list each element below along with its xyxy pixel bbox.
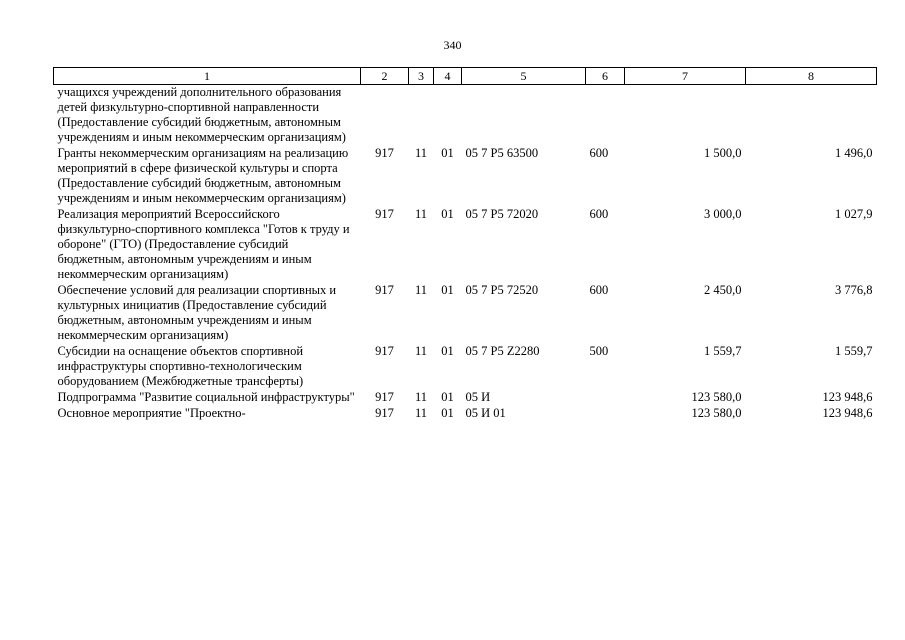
column-header: 3 — [409, 68, 434, 85]
section-cell: 11 — [414, 146, 428, 160]
table-row — [54, 344, 877, 390]
table-row — [54, 146, 877, 207]
table-row — [54, 406, 877, 422]
ministry-code-cell — [361, 85, 409, 147]
column-header: 2 — [361, 68, 409, 85]
description-cell: Подпрограмма "Развитие социальной инфраструктуры" — [57, 390, 355, 404]
description-cell: учащихся учреждений дополнительного образования детей физкультурно-спортивной направленности (Предоставление субсидий бюджетным, автономным учреждениям и иным некоммерческим организациям) — [57, 85, 346, 144]
description-cell: Реализация мероприятий Всероссийского физкультурно-спортивного комплекса "Готов к труду и обороне" (ГТО) (Предоставление субсидий бюджетным, автономным учреждениям и иным некоммерческим организациям) — [57, 207, 350, 281]
amount-next-cell: 1 496,0 — [835, 146, 873, 160]
amount-next-cell: 3 776,8 — [835, 283, 873, 297]
section-cell: 11 — [414, 207, 428, 221]
column-header: 8 — [746, 68, 877, 85]
amount-planned-cell: 3 000,0 — [704, 207, 742, 221]
budget-table — [53, 67, 877, 422]
table-row — [54, 283, 877, 344]
column-header: 5 — [462, 68, 586, 85]
table-row — [54, 390, 877, 406]
amount-planned-cell: 1 559,7 — [704, 344, 742, 358]
amount-planned-cell: 2 450,0 — [704, 283, 742, 297]
amount-planned-cell: 123 580,0 — [691, 406, 742, 420]
page-number: 340 — [443, 38, 462, 52]
amount-planned-cell: 1 500,0 — [704, 146, 742, 160]
expense-type-cell — [586, 85, 625, 147]
subsection-cell — [434, 85, 462, 147]
target-article-cell — [462, 85, 586, 147]
subsection-cell: 01 — [441, 146, 454, 160]
target-article-cell: 05 7 P5 72520 — [465, 283, 539, 297]
section-cell: 11 — [414, 344, 428, 358]
amount-planned-cell — [625, 85, 746, 147]
ministry-code-cell: 917 — [375, 406, 394, 420]
target-article-cell: 05 7 P5 Z2280 — [465, 344, 540, 358]
target-article-cell: 05 7 P5 63500 — [465, 146, 539, 160]
ministry-code-cell: 917 — [375, 390, 394, 404]
ministry-code-cell: 917 — [375, 344, 394, 358]
expense-type-cell: 500 — [589, 344, 609, 358]
column-header: 1 — [54, 68, 361, 85]
target-article-cell: 05 И 01 — [465, 406, 506, 420]
section-cell: 11 — [414, 390, 428, 404]
expense-type-cell — [586, 406, 625, 422]
target-article-cell: 05 7 P5 72020 — [465, 207, 539, 221]
expense-type-cell: 600 — [589, 283, 609, 297]
subsection-cell: 01 — [441, 283, 454, 297]
section-cell — [409, 85, 434, 147]
section-cell: 11 — [414, 283, 428, 297]
amount-planned-cell: 123 580,0 — [691, 390, 742, 404]
description-cell: Субсидии на оснащение объектов спортивной инфраструктуры спортивно-технологическим оборудованием (Межбюджетные трансферты) — [57, 344, 304, 388]
column-header: 7 — [625, 68, 746, 85]
amount-next-cell: 1 559,7 — [835, 344, 873, 358]
expense-type-cell: 600 — [589, 207, 609, 221]
ministry-code-cell: 917 — [375, 207, 394, 221]
description-cell: Основное мероприятие "Проектно- — [57, 406, 246, 420]
description-cell: Гранты некоммерческим организациям на реализацию мероприятий в сфере физической культуры и спорта (Предоставление субсидий бюджетным, автономным учреждениям и иным некоммерческим организациям) — [57, 146, 349, 205]
target-article-cell: 05 И — [465, 390, 491, 404]
table-row — [54, 85, 877, 147]
amount-next-cell — [746, 85, 877, 147]
description-cell: Обеспечение условий для реализации спортивных и культурных инициатив (Предоставление субсидий бюджетным, автономным учреждениям и иным некоммерческим организациям) — [57, 283, 337, 342]
amount-next-cell: 1 027,9 — [835, 207, 873, 221]
amount-next-cell: 123 948,6 — [822, 390, 873, 404]
subsection-cell: 01 — [441, 344, 454, 358]
subsection-cell: 01 — [441, 207, 454, 221]
section-cell: 11 — [414, 406, 428, 420]
amount-next-cell: 123 948,6 — [822, 406, 873, 420]
subsection-cell: 01 — [441, 406, 454, 420]
subsection-cell: 01 — [441, 390, 454, 404]
table-header-row — [54, 68, 877, 85]
table-row — [54, 207, 877, 283]
ministry-code-cell: 917 — [375, 146, 394, 160]
expense-type-cell — [586, 390, 625, 406]
column-header: 6 — [586, 68, 625, 85]
ministry-code-cell: 917 — [375, 283, 394, 297]
expense-type-cell: 600 — [589, 146, 609, 160]
column-header: 4 — [434, 68, 462, 85]
